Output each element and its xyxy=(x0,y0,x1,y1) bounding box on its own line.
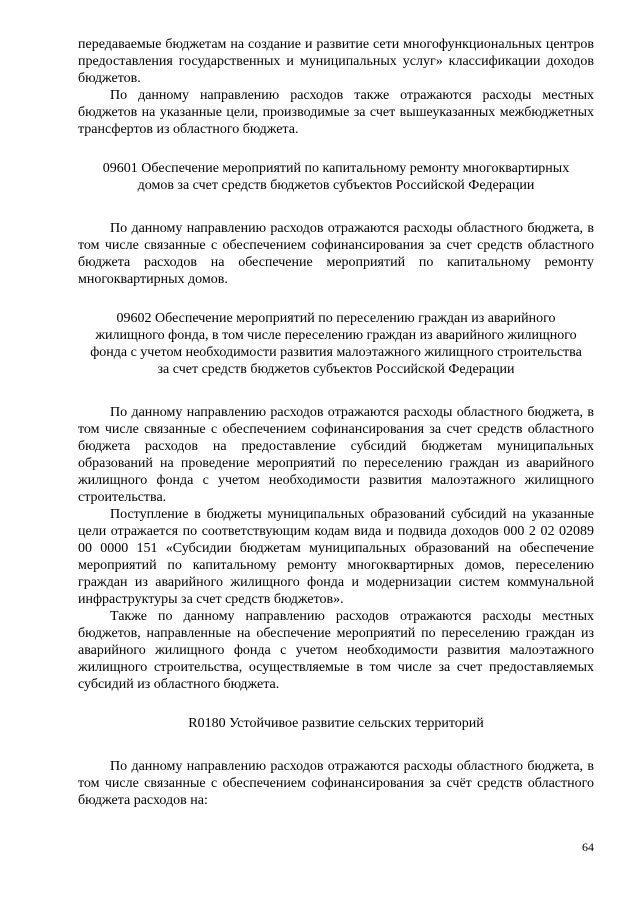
section-heading-r0180: R0180 Устойчивое развитие сельских территорий xyxy=(188,716,484,731)
paragraph-09602-local: Также по данному направлению расходов отражаются расходы местных бюджетов, направленные на обеспечение мероприятий по переселению граждан из аварийного жилищного фонда с учетом необходимости развития малоэтажного жилищного строительства, осуществляемые в том числе за счет предоставляемых субсидий из областного бюджета. xyxy=(78,609,594,692)
section-heading-09601: 09601 Обеспечение мероприятий по капитальному ремонту многоквартирных домов за счет средств бюджетов субъектов Российской Федерации xyxy=(102,161,570,193)
section-heading-09602: 09602 Обеспечение мероприятий по переселению граждан из аварийного жилищного фонда, в том числе переселению граждан из аварийного жилищного фонда с учетом необходимости развития малоэтажного жилищного строительства за счет средств бюджетов субъектов Российской Федерации xyxy=(90,311,582,377)
paragraph-09602-subsidies: Поступление в бюджеты муниципальных образований субсидий на указанные цели отражается по соответствующим кодам вида и подвида доходов 000 2 02 02089 00 0000 151 «Субсидии бюджетам муниципальных образований на обеспечение мероприятий по капитальному ремонту многоквартирных домов, переселению граждан из аварийного жилищного фонда и модернизации систем коммунальной инфраструктуры за счет средств бюджетов». xyxy=(78,507,594,607)
paragraph-r0180-description: По данному направлению расходов отражаются расходы областного бюджета, в том числе связанные с обеспечением софинансирования за счёт средств областного бюджета расходов на: xyxy=(78,759,594,808)
paragraph-local-budgets: По данному направлению расходов также отражаются расходы местных бюджетов на указанные цели, производимые за счет вышеуказанных межбюджетных трансфертов из областного бюджета. xyxy=(78,88,594,137)
paragraph-continued: передаваемые бюджетам на создание и развитие сети многофункциональных центров предоставления государственных и муниципальных услуг» классификации доходов бюджетов. xyxy=(78,37,594,86)
paragraph-09602-description: По данному направлению расходов отражаются расходы областного бюджета, в том числе связанные с обеспечением софинансирования за счет средств областного бюджета расходов на предоставление субсидий бюджетам муниципальных образований на проведение мероприятий по переселению граждан из аварийного жилищного фонда с учетом необходимости развития малоэтажного жилищного строительства. xyxy=(78,405,594,505)
paragraph-09601-description: По данному направлению расходов отражаются расходы областного бюджета, в том числе связанные с обеспечением софинансирования за счет средств областного бюджета расходов на обеспечение мероприятий по капитальному ремонту многоквартирных домов. xyxy=(78,221,594,287)
document-page xyxy=(78,36,594,809)
page-number: 64 xyxy=(582,840,594,854)
